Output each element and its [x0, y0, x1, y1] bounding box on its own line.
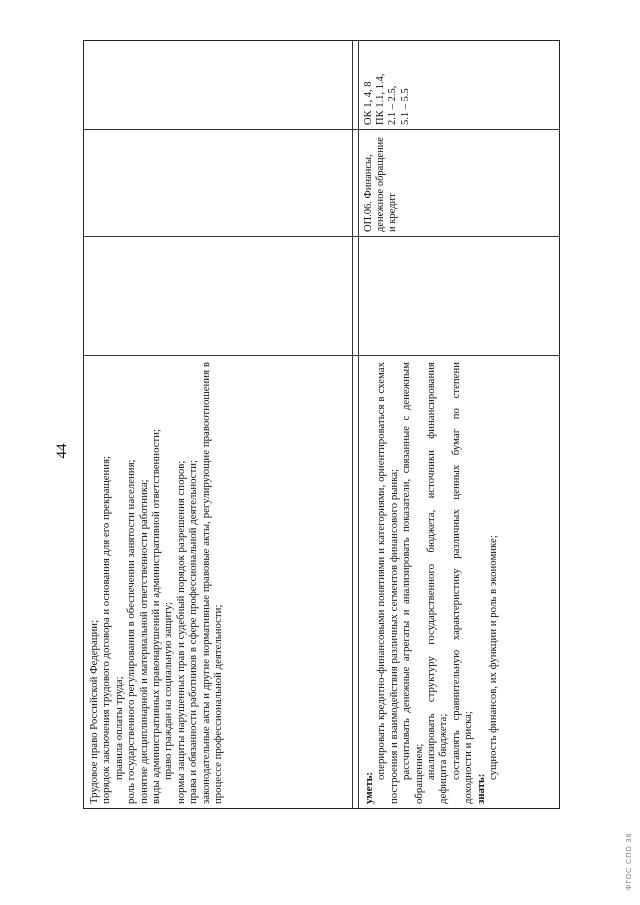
row1-line: порядок заключения трудового договора и основания для его прекращения; [100, 455, 113, 804]
row-divider [358, 41, 359, 808]
row1-line: права и обязанности работников в сфере профессиональной деятельности; [187, 459, 200, 804]
row1-line: право граждан на социальную защиту; [162, 601, 175, 780]
column-divider [84, 355, 559, 356]
row2-content [363, 362, 499, 804]
row1-line: нормы защиты нарушенных прав и судебный порядок разрешения споров; [174, 460, 187, 804]
row1-content [88, 362, 224, 804]
znat-label: знать: [474, 773, 487, 804]
umet-item: составлять сравнительную характеристику различных ценных бумаг по степени доходности и риска; [449, 362, 475, 804]
page-number: 44 [54, 443, 70, 459]
discipline-name: ОП.06. Финансы, денежное обращение и кредит [363, 137, 399, 232]
znat-item: сущность финансов, их функции и роль в экономике; [487, 535, 500, 780]
column-divider [84, 129, 559, 130]
corner-mark: ФГОС СПО 38 [626, 832, 633, 890]
competency-line: 5.1 – 5.5 [399, 88, 411, 125]
umet-item: оперировать кредитно-финансовыми понятиями и категориями, ориентироваться в схемах построения и взаимодействия различных сегментов финансового рынка; [375, 362, 400, 804]
row1-line: законодательные акты и другие нормативные правовые акты, регулирующие правоотношения в процессе профессиональной деятельности; [199, 362, 225, 804]
row1-line: Трудовое право Российской Федерации; [88, 619, 100, 804]
curriculum-table [83, 40, 560, 809]
umet-item: рассчитывать денежные агрегаты и анализировать показатели, связанные с денежным обращением; [400, 362, 425, 804]
row1-line: понятие дисциплинарной и материальной ответственности работника; [137, 479, 150, 804]
row-divider [352, 41, 353, 808]
umet-item: анализировать структуру государственного бюджета, источники финансирования дефицита бюджета; [425, 362, 450, 804]
competency-line: ПК 1.1, 1.4, [375, 73, 387, 125]
row1-line: роль государственного регулирования в обеспечении занятости населения; [125, 459, 138, 804]
competencies [363, 41, 412, 125]
umet-label: уметь: [363, 771, 375, 804]
row1-line: правила оплаты труда; [112, 676, 125, 780]
competency-line: ОК 1, 4, 8 [363, 81, 374, 125]
column-divider [84, 236, 559, 237]
competency-line: 2.1 – 2.5, [387, 85, 399, 125]
row1-line: виды административных правонарушений и административной ответственности; [150, 428, 163, 804]
